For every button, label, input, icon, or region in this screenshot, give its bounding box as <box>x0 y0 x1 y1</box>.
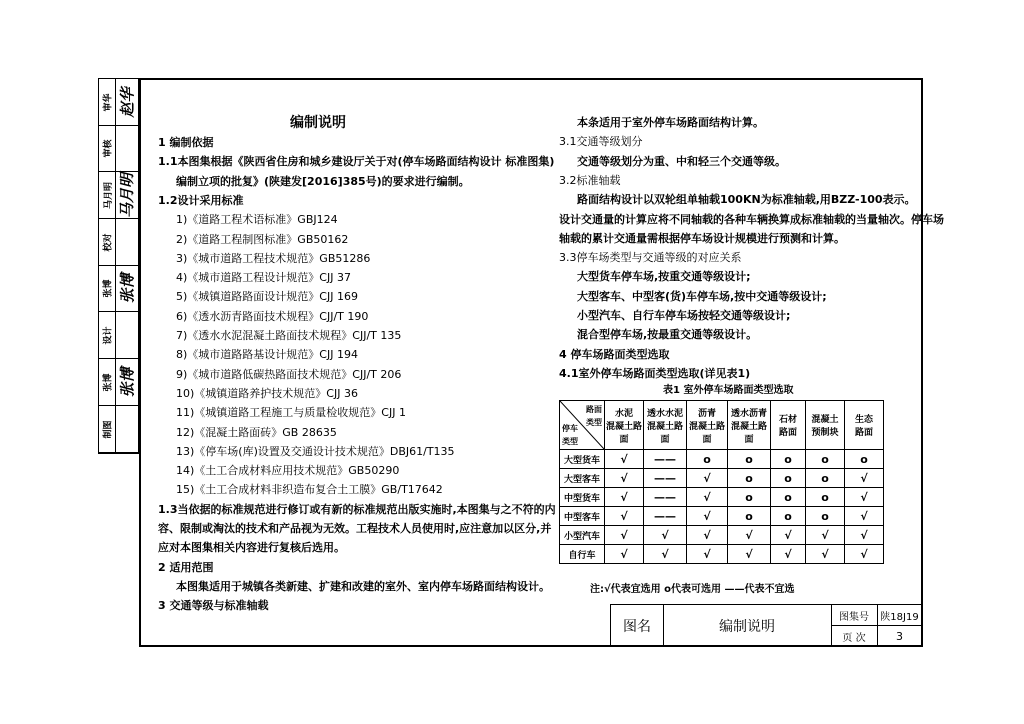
signature-role <box>99 126 116 171</box>
header-line: 水泥 <box>614 408 633 419</box>
signature-role-text: 马月明 <box>103 181 114 209</box>
signature-role <box>99 406 116 452</box>
signature-role-text: 制图 <box>103 419 114 439</box>
table-cell: o <box>806 450 845 469</box>
text-line: 15)《土工合成材料非织造布复合土工膜》GB/T17642 <box>176 483 443 497</box>
table-cell: √ <box>605 469 644 488</box>
text-line: 3.3停车场类型与交通等级的对应关系 <box>559 251 742 265</box>
header-line: 预制块 <box>811 428 839 438</box>
signature <box>115 266 138 311</box>
table-header-cell <box>644 401 687 450</box>
signature-role-text: 校对 <box>103 232 114 252</box>
table-cell: √ <box>605 526 644 545</box>
signature-cell <box>99 172 138 219</box>
text-line: 应对本图集相关内容进行复核后选用。 <box>158 541 345 555</box>
text-line: 设计交通量的计算应将不同轴载的各种车辆换算成标准轴载的当量轴次。停车场 <box>559 212 944 226</box>
signature-column <box>98 78 139 454</box>
table-row <box>560 526 884 545</box>
table-cell: √ <box>687 526 728 545</box>
text-line: 4)《城市道路工程设计规范》CJJ 37 <box>176 271 351 285</box>
signature-cell <box>99 312 138 359</box>
table-cell: √ <box>687 488 728 507</box>
signature <box>115 126 138 171</box>
signature-role <box>99 266 116 311</box>
table-cell: o <box>806 488 845 507</box>
table-cell: √ <box>845 469 884 488</box>
table-cell: √ <box>771 545 806 564</box>
table-cell: √ <box>687 507 728 526</box>
corner-bottom: 类型 <box>562 437 578 446</box>
table-cell: √ <box>605 545 644 564</box>
table-cell: √ <box>605 488 644 507</box>
table-cell: o <box>806 469 845 488</box>
text-line: 1.2设计采用标准 <box>158 193 244 207</box>
text-line: 1.1本图集根据《陕西省住房和城乡建设厅关于对(停车场路面结构设计 标准图集) <box>158 155 555 169</box>
header-line: 路面 <box>778 428 797 438</box>
text-line: 10)《城镇道路养护技术规范》CJJ 36 <box>176 386 358 400</box>
signature-text: 张博 <box>118 366 137 398</box>
header-line: 沥青 <box>697 408 716 419</box>
header-line: 混凝土 <box>811 415 839 425</box>
header-line: 生态 <box>854 415 873 425</box>
page-title: 编制说明 <box>290 115 346 131</box>
pavement-type-table <box>559 400 884 564</box>
text-line: 9)《城市道路低碳热路面技术规范》CJJ/T 206 <box>176 367 402 381</box>
page-label: 页 次 <box>831 626 878 647</box>
text-line: 交通等级划分为重、中和轻三个交通等级。 <box>577 154 786 168</box>
text-line: 本条适用于室外停车场路面结构计算。 <box>577 116 764 129</box>
text-line: 6)《透水沥青路面技术规程》CJJ/T 190 <box>176 309 369 323</box>
text-line: 13)《停车场(库)设置及交通设计技术规范》DBJ61/T135 <box>176 444 455 458</box>
table-cell: o <box>771 507 806 526</box>
table-cell: —— <box>644 469 687 488</box>
text-line: 2 适用范围 <box>158 560 214 574</box>
signature-role <box>99 312 116 358</box>
signature <box>115 406 138 452</box>
text-line: 小型汽车、自行车停车场按轻交通等级设计; <box>577 309 791 322</box>
header-line: 混凝土路面 <box>605 421 642 445</box>
row-header: 大型货车 <box>560 450 605 469</box>
text-line: 3 交通等级与标准轴载 <box>158 599 269 613</box>
signature-cell <box>99 406 138 453</box>
row-header: 中型客车 <box>560 507 605 526</box>
table-cell: o <box>728 469 771 488</box>
table-cell: o <box>687 450 728 469</box>
signature-role-text: 审华 <box>103 92 114 112</box>
text-line: 12)《混凝土路面砖》GB 28635 <box>176 425 337 439</box>
text-line: 3)《城市道路工程技术规范》GB51286 <box>176 251 371 265</box>
table-cell: —— <box>644 507 687 526</box>
table-header-cell <box>806 401 845 450</box>
signature-cell <box>99 359 138 406</box>
text-line: 轴载的累计交通量需根据停车场设计规模进行预测和计算。 <box>559 231 845 245</box>
table-cell: √ <box>728 545 771 564</box>
table-row <box>560 488 884 507</box>
signature-cell <box>99 126 138 172</box>
text-line: 混合型停车场,按最重交通等级设计。 <box>577 328 758 342</box>
row-header: 中型货车 <box>560 488 605 507</box>
table-cell: o <box>806 507 845 526</box>
signature-text: 马月明 <box>118 172 137 218</box>
signature-role-text: 张博 <box>103 372 114 392</box>
text-line: 大型客车、中型客(货)车停车场,按中交通等级设计; <box>577 289 827 303</box>
atlas-value: 陕18J19 <box>877 605 922 626</box>
corner-mid: 类型 <box>586 418 602 427</box>
title-block-label: 图名 <box>611 605 664 647</box>
signature-cell <box>99 266 138 312</box>
atlas-label: 图集号 <box>831 605 878 626</box>
table-header-cell <box>687 401 728 450</box>
signature-role <box>99 359 116 405</box>
table-cell: √ <box>687 469 728 488</box>
text-line: 5)《城镇道路路面设计规范》CJJ 169 <box>176 290 358 304</box>
header-line: 混凝土路面 <box>646 421 683 445</box>
table-row <box>560 469 884 488</box>
table-cell: √ <box>644 526 687 545</box>
signature-role-text: 审核 <box>103 139 114 158</box>
table-cell: √ <box>845 526 884 545</box>
signature-role <box>99 79 116 125</box>
table-cell: √ <box>728 526 771 545</box>
signature-text: 赵华 <box>118 86 137 118</box>
row-header: 自行车 <box>560 545 605 564</box>
header-line: 混凝土路面 <box>688 421 725 445</box>
text-line: 1)《道路工程术语标准》GBJ124 <box>176 213 338 227</box>
text-line: 3.1交通等级划分 <box>559 135 643 149</box>
text-line: 大型货车停车场,按重交通等级设计; <box>577 270 751 284</box>
header-line: 路面 <box>854 428 873 438</box>
signature-role <box>99 219 116 265</box>
signature <box>115 359 138 405</box>
text-line: 14)《土工合成材料应用技术规范》GB50290 <box>176 464 400 478</box>
signature <box>115 312 138 358</box>
text-line: 11)《城镇道路工程施工与质量检收规范》CJJ 1 <box>176 406 406 420</box>
signature-role <box>99 172 116 218</box>
table-cell: √ <box>771 526 806 545</box>
table-row <box>560 507 884 526</box>
table-header-cell <box>845 401 884 450</box>
text-line: 1.3当依据的标准规范进行修订或有新的标准规范出版实施时,本图集与之不符的内 <box>158 502 556 516</box>
table-cell: o <box>728 507 771 526</box>
table-header-cell <box>728 401 771 450</box>
table-cell: —— <box>644 450 687 469</box>
text-line: 3.2标准轴载 <box>559 173 621 187</box>
title-block-name: 编制说明 <box>663 605 832 647</box>
signature-cell <box>99 219 138 266</box>
table-cell: √ <box>644 545 687 564</box>
text-line: 1 编制依据 <box>158 136 214 149</box>
text-line: 编制立项的批复》(陕建发[2016]385号)的要求进行编制。 <box>176 174 470 188</box>
signature <box>115 79 138 125</box>
table-cell: o <box>771 488 806 507</box>
signature-role-text: 张博 <box>103 279 114 298</box>
signature-role-text: 设计 <box>103 325 114 345</box>
table-cell: √ <box>845 545 884 564</box>
table-cell: √ <box>687 545 728 564</box>
signature <box>115 172 138 218</box>
table-note: 注:√代表宜选用 o代表可选用 ——代表不宜选 <box>590 584 795 595</box>
table-cell: o <box>771 450 806 469</box>
table-cell: o <box>771 469 806 488</box>
table-caption: 表1 室外停车场路面类型选取 <box>663 385 794 396</box>
table-row <box>560 450 884 469</box>
text-line: 7)《透水水泥混凝土路面技术规程》CJJ/T 135 <box>176 329 402 342</box>
table-cell: √ <box>845 507 884 526</box>
corner-top: 路面 <box>586 405 602 414</box>
table-header-cell <box>605 401 644 450</box>
header-line: 透水水泥 <box>646 408 683 419</box>
page-value: 3 <box>896 630 903 643</box>
table-cell: o <box>728 488 771 507</box>
text-line: 2)《道路工程制图标准》GB50162 <box>176 232 349 246</box>
signature-text: 张博 <box>118 273 137 304</box>
text-line: 4 停车场路面类型选取 <box>559 347 670 361</box>
header-line: 混凝土路面 <box>730 421 767 445</box>
table-cell: √ <box>605 507 644 526</box>
table-cell: o <box>845 450 884 469</box>
text-line: 路面结构设计以双轮组单轴载100KN为标准轴载,用BZZ-100表示。 <box>577 193 916 207</box>
table-cell: √ <box>845 488 884 507</box>
row-header: 小型汽车 <box>560 526 605 545</box>
text-line: 本图集适用于城镇各类新建、扩建和改建的室外、室内停车场路面结构设计。 <box>176 579 550 593</box>
header-line: 石材 <box>778 415 797 425</box>
table-cell: √ <box>806 545 845 564</box>
table-cell: √ <box>605 450 644 469</box>
table-cell: o <box>728 450 771 469</box>
table-cell: √ <box>806 526 845 545</box>
table-corner-cell <box>560 401 605 450</box>
title-block <box>610 604 923 647</box>
signature-cell <box>99 79 138 126</box>
table-header-cell <box>771 401 806 450</box>
text-line: 容、限制或淘汰的技术和产品视为无效。工程技术人员使用时,应注意加以区分,并 <box>158 522 552 535</box>
table-cell: —— <box>644 488 687 507</box>
table-row <box>560 545 884 564</box>
header-line: 透水沥青 <box>730 408 767 419</box>
corner-left: 停车 <box>562 424 578 433</box>
signature <box>115 219 138 265</box>
text-line: 4.1室外停车场路面类型选取(详见表1) <box>559 366 751 380</box>
row-header: 大型客车 <box>560 469 605 488</box>
text-line: 8)《城市道路路基设计规范》CJJ 194 <box>176 348 358 362</box>
